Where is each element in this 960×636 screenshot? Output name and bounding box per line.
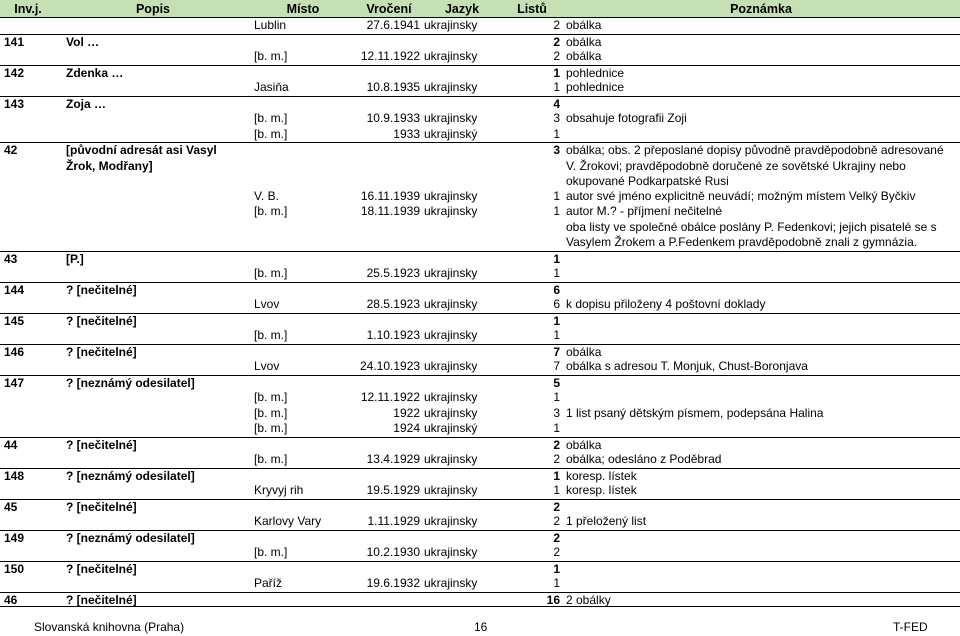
row-note: autor M.? - příjmení nečitelné: [566, 204, 723, 218]
row-sheet-count: 1: [553, 188, 560, 203]
table-row-unit: [0, 468, 960, 484]
row-sheet-count: 7: [553, 344, 560, 359]
row-date: 27.6.1941: [366, 18, 420, 32]
row-note: pohlednice: [566, 80, 625, 94]
row-language: ukrajinsky: [424, 266, 478, 280]
row-note: obálka s adresou T. Monjuk, Chust-Boronjava: [566, 359, 808, 373]
row-place: Paříž: [254, 576, 283, 590]
table-row-item: [0, 483, 960, 499]
row-language: ukrajinsky: [424, 204, 478, 218]
table-row-item: [0, 49, 960, 65]
row-place: [b. m.]: [254, 126, 288, 141]
table-row-item: [0, 111, 960, 127]
row-note: autor své jméno explicitně neuvádí; možným místem Velký Byčkiv: [566, 188, 916, 203]
row-language: ukrajinsky: [424, 18, 478, 32]
table-row-item: [0, 297, 960, 313]
row-description: ? [neznámý odesilatel]: [66, 530, 195, 545]
row-description: Zdenka …: [66, 65, 124, 80]
table-row-unit: [0, 313, 960, 329]
table-row-unit: [0, 530, 960, 546]
row-description: ? [nečitelné]: [66, 313, 137, 328]
table-row-unit: [0, 65, 960, 81]
row-description: ? [nečitelné]: [66, 344, 137, 359]
row-language: ukrajinský: [424, 421, 478, 435]
table-row-unit: [0, 251, 960, 267]
row-language: ukrajinsky: [424, 359, 478, 373]
row-sheet-count: 3: [553, 111, 560, 125]
row-language: ukrajinsky: [424, 514, 478, 528]
row-place: Lvov: [254, 359, 280, 373]
row-note: obálka; odesláno z Poděbrad: [566, 452, 722, 466]
row-note: koresp. lístek: [566, 483, 637, 497]
row-language: ukrajinský: [424, 126, 478, 141]
row-date: 10.2.1930: [366, 545, 420, 559]
row-date: 1924: [393, 421, 420, 435]
row-place: [b. m.]: [254, 111, 288, 125]
row-inv-number: 141: [4, 34, 25, 49]
table-row-item: [0, 421, 960, 437]
table-row-item: [0, 545, 960, 561]
row-sheet-count: 1: [553, 328, 560, 342]
row-note: 1 přeložený list: [566, 514, 647, 528]
row-sheet-count: 6: [553, 297, 560, 311]
header-inv: Inv.j.: [0, 0, 56, 18]
table-row-unit: [0, 344, 960, 360]
row-sheet-count: 2: [553, 437, 560, 452]
row-place: Karlovy Vary: [254, 514, 322, 528]
row-language: ukrajinsky: [424, 328, 478, 342]
table-row-item: [0, 328, 960, 344]
row-sheet-count: 2: [553, 452, 560, 466]
row-inv-number: 142: [4, 65, 25, 80]
table-row-item: [0, 406, 960, 422]
row-sheet-count: 1: [553, 65, 560, 80]
header-popis: Popis: [56, 0, 250, 18]
row-date: 1922: [393, 405, 420, 420]
row-sheet-count: 2: [553, 18, 560, 32]
table-row-unit: [0, 437, 960, 453]
row-sheet-count: 1: [553, 468, 560, 483]
table-row-item: [0, 514, 960, 530]
row-language: ukrajinsky: [424, 483, 478, 497]
row-note: oba listy ve společné obálce poslány P. Fedenkovi; jejich pisatelé se s Vasylem Žrokem a P.Fedenkem pravděpodobně znali z gymnázia.: [566, 219, 937, 249]
table-row-item: [0, 204, 960, 220]
row-inv-number: 148: [4, 468, 25, 483]
row-sheet-count: 1: [553, 576, 560, 590]
row-note: k dopisu přiloženy 4 poštovní doklady: [566, 297, 766, 311]
row-description: Vol …: [66, 34, 100, 49]
row-language: ukrajinsky: [424, 452, 478, 466]
row-sheet-count: 1: [553, 266, 560, 280]
row-date: 1933: [393, 126, 420, 141]
row-date: 1.11.1929: [367, 514, 420, 528]
row-sheet-count: 2: [553, 49, 560, 63]
row-description: ? [nečitelné]: [66, 437, 137, 452]
row-place: Kryvyj rih: [254, 483, 304, 497]
row-date: 25.5.1923: [366, 266, 420, 280]
row-note: 2 obálky: [566, 592, 611, 607]
row-description: ? [neznámý odesilatel]: [66, 375, 195, 390]
table-row-unit: [0, 282, 960, 298]
row-description: ? [neznámý odesilatel]: [66, 468, 195, 483]
table-row-unit: [0, 34, 960, 50]
row-note: obálka: [566, 34, 602, 49]
row-language: ukrajinsky: [424, 49, 478, 63]
row-date: 12.11.1922: [360, 49, 420, 63]
table-row-item: [0, 189, 960, 205]
row-sheet-count: 1: [553, 561, 560, 576]
row-place: [b. m.]: [254, 204, 288, 218]
footer-page-number: 16: [474, 620, 488, 634]
row-inv-number: 45: [4, 499, 18, 514]
row-date: 16.11.1939: [360, 188, 420, 203]
table-row-item: [0, 359, 960, 375]
row-inv-number: 145: [4, 313, 25, 328]
row-sheet-count: 2: [553, 499, 560, 514]
row-language: ukrajinsky: [424, 405, 478, 420]
row-description: ? [nečitelné]: [66, 282, 137, 297]
row-description: Zoja …: [66, 96, 107, 111]
row-sheet-count: 2: [553, 34, 560, 49]
row-sheet-count: 1: [553, 251, 560, 266]
row-date: 10.9.1933: [366, 111, 420, 125]
row-note: obálka: [566, 18, 602, 32]
header-misto: Místo: [250, 0, 356, 18]
row-note: koresp. lístek: [566, 468, 637, 483]
table-row-item: [0, 390, 960, 406]
row-place: [b. m.]: [254, 49, 288, 63]
row-note: obsahuje fotografii Zoji: [566, 111, 687, 125]
row-sheet-count: 6: [553, 282, 560, 297]
row-sheet-count: 1: [553, 313, 560, 328]
row-description: [původní adresát asi Vasyl Žrok, Modřany]: [66, 143, 217, 173]
row-place: [b. m.]: [254, 452, 288, 466]
row-language: ukrajinsky: [424, 576, 478, 590]
row-place: [b. m.]: [254, 328, 288, 342]
row-date: 24.10.1923: [360, 359, 421, 373]
row-language: ukrajinsky: [424, 80, 478, 94]
row-sheet-count: 2: [553, 514, 560, 528]
row-sheet-count: 1: [553, 421, 560, 435]
row-date: 10.8.1935: [366, 80, 420, 94]
row-note: obálka: [566, 344, 602, 359]
row-inv-number: 149: [4, 530, 25, 545]
footer-fond-code: T-FED: [893, 620, 928, 634]
row-sheet-count: 5: [553, 375, 560, 390]
header-listu: Listů: [502, 0, 562, 18]
table-row-unit: [0, 561, 960, 577]
header-vroceni: Vročení: [356, 0, 422, 18]
row-inv-number: 42: [4, 143, 18, 157]
row-note: 1 list psaný dětským písmem, podepsána Halina: [566, 405, 824, 420]
table-row-unit: [0, 499, 960, 515]
row-description: ? [nečitelné]: [66, 592, 137, 607]
table-row-item: [0, 80, 960, 96]
row-inv-number: 144: [4, 282, 25, 297]
row-inv-number: 147: [4, 375, 25, 390]
row-sheet-count: 3: [553, 143, 560, 157]
row-date: 1.10.1923: [366, 328, 420, 342]
row-sheet-count: 3: [553, 405, 560, 420]
row-date: 13.4.1929: [366, 452, 420, 466]
table-row-unit: [0, 96, 960, 112]
table-row-unit: [0, 375, 960, 391]
table-row-item: [0, 452, 960, 468]
row-sheet-count: 4: [553, 96, 560, 111]
page-footer: [0, 614, 960, 634]
row-date: 28.5.1923: [366, 297, 420, 311]
table-row-item: [0, 127, 960, 143]
row-language: ukrajinsky: [424, 111, 478, 125]
table-row-item: [0, 576, 960, 592]
row-sheet-count: 7: [553, 359, 560, 373]
table-row-item: [0, 266, 960, 282]
row-sheet-count: 1: [553, 80, 560, 94]
table-row-unit: [0, 592, 960, 608]
row-place: [b. m.]: [254, 405, 288, 420]
row-place: [b. m.]: [254, 421, 288, 435]
row-language: ukrajinsky: [424, 545, 478, 559]
row-inv-number: 150: [4, 561, 25, 576]
row-description: ? [nečitelné]: [66, 561, 137, 576]
row-language: ukrajinsky: [424, 297, 478, 311]
row-note: obálka; obs. 2 přeposlané dopisy původně pravděpodobně adresované V. Žrokovi; pravděpodobně doručené ze sovětské Ukrajiny nebo okupované Podkarpatské Rusi: [566, 143, 944, 188]
row-date: 12.11.1922: [360, 390, 420, 404]
table-row-unit: [0, 142, 960, 189]
row-place: Jasiňa: [254, 80, 289, 94]
row-sheet-count: 1: [553, 126, 560, 141]
row-inv-number: 146: [4, 344, 25, 359]
row-note: obálka: [566, 437, 602, 452]
row-sheet-count: 2: [553, 530, 560, 545]
row-place: [b. m.]: [254, 266, 288, 280]
row-place: Lublin: [254, 18, 287, 32]
row-inv-number: 143: [4, 96, 25, 111]
row-place: V. B.: [254, 188, 279, 203]
table-row-item: [0, 220, 960, 251]
row-inv-number: 43: [4, 251, 18, 266]
row-place: Lvov: [254, 297, 280, 311]
row-place: [b. m.]: [254, 545, 288, 559]
row-sheet-count: 2: [553, 545, 560, 559]
row-date: 19.6.1932: [366, 576, 420, 590]
footer-library: Slovanská knihovna (Praha): [34, 620, 185, 634]
table-row-item: [0, 18, 960, 34]
row-date: 19.5.1929: [366, 483, 420, 497]
row-note: obálka: [566, 49, 602, 63]
row-place: [b. m.]: [254, 390, 288, 404]
row-sheet-count: 1: [553, 204, 560, 218]
row-sheet-count: 1: [553, 483, 560, 497]
row-note: pohlednice: [566, 65, 625, 80]
row-inv-number: 44: [4, 437, 18, 452]
row-language: ukrajinsky: [424, 188, 478, 203]
row-date: 18.11.1939: [360, 204, 420, 218]
row-description: [P.]: [66, 251, 84, 266]
row-sheet-count: 16: [546, 592, 560, 607]
header-poznamka: Poznámka: [562, 0, 960, 18]
row-inv-number: 46: [4, 592, 18, 607]
row-description: ? [nečitelné]: [66, 499, 137, 514]
row-language: ukrajinsky: [424, 390, 478, 404]
header-jazyk: Jazyk: [422, 0, 502, 18]
row-sheet-count: 1: [553, 390, 560, 404]
